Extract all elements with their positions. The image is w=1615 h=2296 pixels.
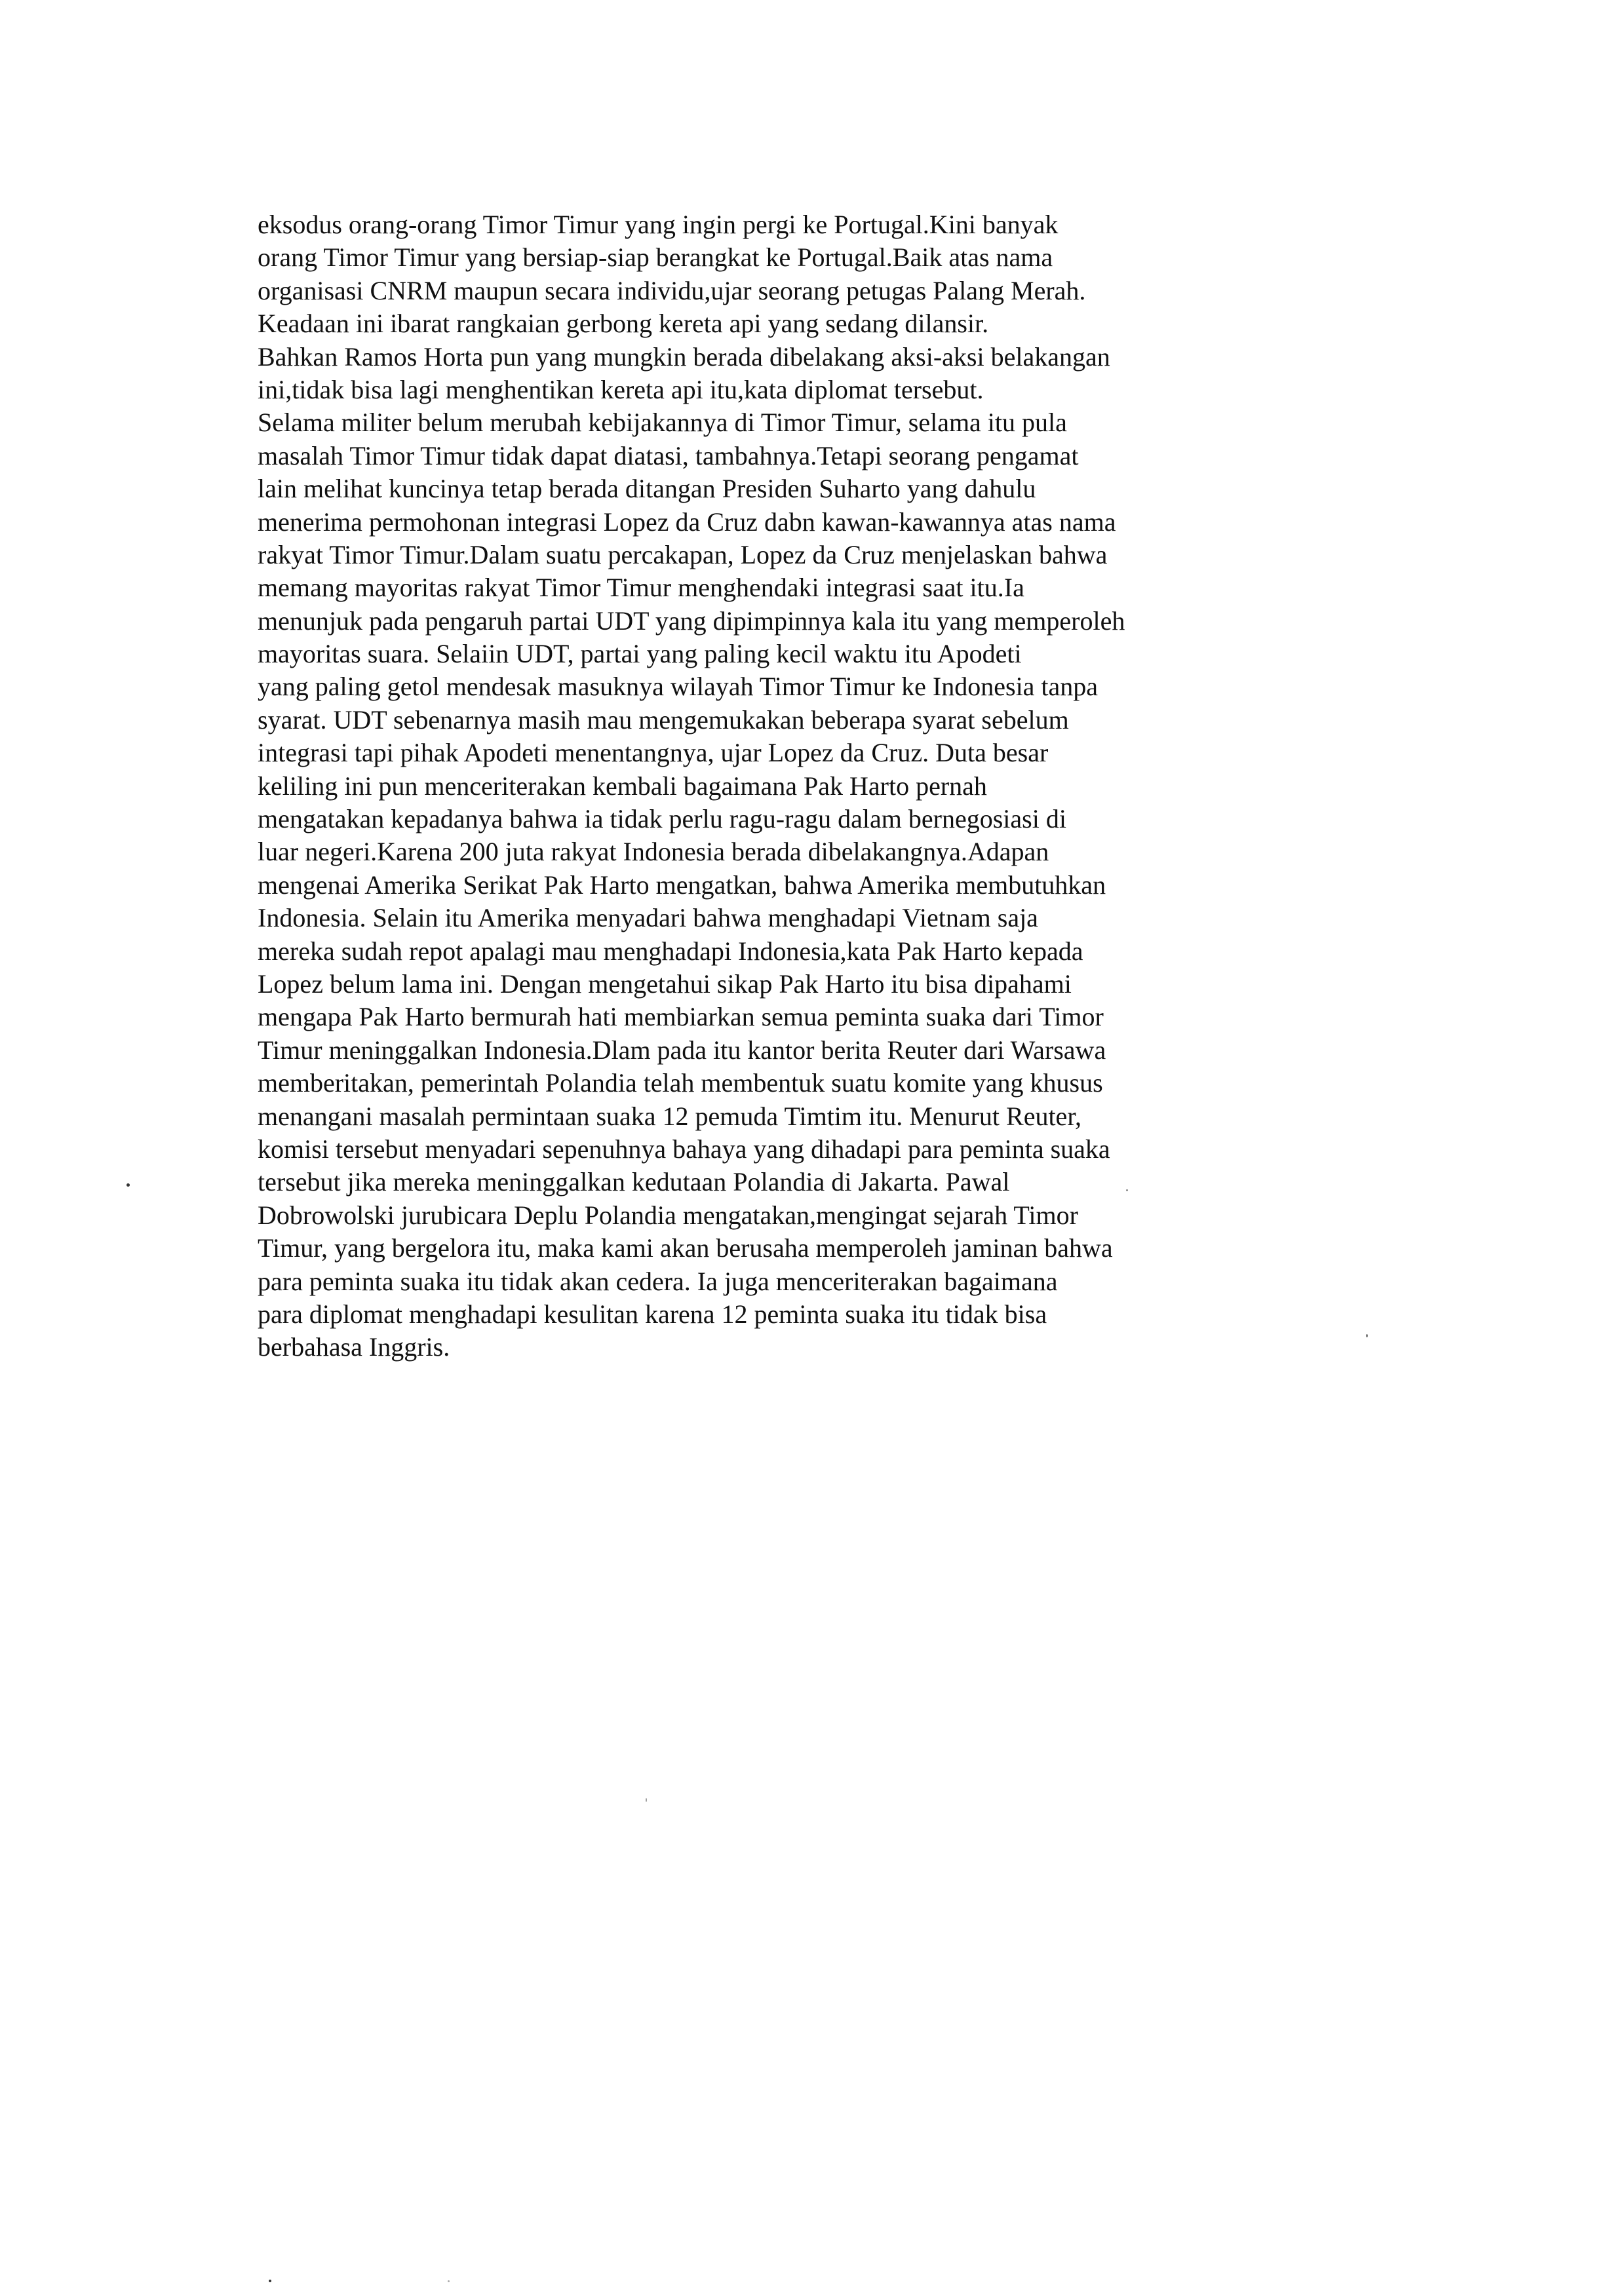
text-line: Keadaan ini ibarat rangkaian gerbong kereta api yang sedang dilansir. xyxy=(258,309,989,339)
text-line: keliling ini pun menceriterakan kembali bagaimana Pak Harto pernah xyxy=(258,771,987,801)
text-line: mengenai Amerika Serikat Pak Harto mengatkan, bahwa Amerika membutuhkan xyxy=(258,870,1106,900)
text-line: eksodus orang-orang Timor Timur yang ingin pergi ke Portugal.Kini banyak xyxy=(258,210,1059,239)
text-line: orang Timor Timur yang bersiap-siap berangkat ke Portugal.Baik atas nama xyxy=(258,242,1053,273)
text-line: Timur meninggalkan Indonesia.Dlam pada itu kantor berita Reuter dari Warsawa xyxy=(258,1035,1106,1065)
text-line: yang paling getol mendesak masuknya wilayah Timor Timur ke Indonesia tanpa xyxy=(258,672,1099,702)
text-line: Dobrowolski jurubicara Deplu Polandia mengatakan,mengingat sejarah Timor xyxy=(258,1200,1078,1230)
text-line: Bahkan Ramos Horta pun yang mungkin berada dibelakang aksi-aksi belakangan xyxy=(258,341,1110,372)
text-line: memang mayoritas rakyat Timor Timur menghendaki integrasi saat itu.Ia xyxy=(258,573,1024,603)
text-line: menerima permohonan integrasi Lopez da Cruz dabn kawan-kawannya atas nama xyxy=(258,507,1116,537)
text-line: Indonesia. Selain itu Amerika menyadari bahwa menghadapi Vietnam saja xyxy=(258,903,1038,933)
text-line: ini,tidak bisa lagi menghentikan kereta api itu,kata diplomat tersebut. xyxy=(258,374,984,404)
text-line: syarat. UDT sebenarnya masih mau mengemukakan beberapa syarat sebelum xyxy=(258,704,1069,735)
text-line: luar negeri.Karena 200 juta rakyat Indonesia berada dibelakangnya.Adapan xyxy=(258,837,1049,867)
text-line: berbahasa Inggris. xyxy=(258,1332,450,1362)
body-text xyxy=(258,208,1477,1364)
text-line: mayoritas suara. Selaiin UDT, partai yang paling kecil waktu itu Apodeti xyxy=(258,639,1022,669)
text-line: organisasi CNRM maupun secara individu,ujar seorang petugas Palang Merah. xyxy=(258,275,1086,305)
text-line: memberitakan, pemerintah Polandia telah membentuk suatu komite yang khusus xyxy=(258,1068,1103,1098)
text-line: menunjuk pada pengaruh partai UDT yang dipimpinnya kala itu yang memperoleh xyxy=(258,605,1125,636)
text-line: mengapa Pak Harto bermurah hati membiarkan semua peminta suaka dari Timor xyxy=(258,1002,1104,1032)
text-line: Selama militer belum merubah kebijakannya di Timor Timur, selama itu pula xyxy=(258,408,1067,438)
text-line: Timur, yang bergelora itu, maka kami akan berusaha memperoleh jaminan bahwa xyxy=(258,1233,1113,1263)
text-line: menangani masalah permintaan suaka 12 pemuda Timtim itu. Menurut Reuter, xyxy=(258,1101,1082,1131)
scan-speck xyxy=(646,1798,647,1802)
text-line: mengatakan kepadanya bahwa ia tidak perlu ragu-ragu dalam bernegosiasi di xyxy=(258,804,1066,834)
scan-speck xyxy=(1366,1334,1368,1337)
text-line: lain melihat kuncinya tetap berada ditangan Presiden Suharto yang dahulu xyxy=(258,474,1036,504)
text-line: masalah Timor Timur tidak dapat diatasi, tambahnya.Tetapi seorang pengamat xyxy=(258,440,1079,470)
text-line: para peminta suaka itu tidak akan cedera. Ia juga menceriterakan bagaimana xyxy=(258,1266,1058,1296)
text-line: para diplomat menghadapi kesulitan karena 12 peminta suaka itu tidak bisa xyxy=(258,1299,1047,1329)
text-line: mereka sudah repot apalagi mau menghadapi Indonesia,kata Pak Harto kepada xyxy=(258,936,1083,966)
scan-speck xyxy=(448,2280,450,2282)
scan-speck xyxy=(126,1183,130,1187)
scan-speck xyxy=(269,2280,271,2282)
text-line: tersebut jika mereka meninggalkan kedutaan Polandia di Jakarta. Pawal xyxy=(258,1167,1010,1197)
text-line: integrasi tapi pihak Apodeti menentangnya, ujar Lopez da Cruz. Duta besar xyxy=(258,738,1049,768)
scan-speck xyxy=(1126,1189,1128,1191)
text-line: rakyat Timor Timur.Dalam suatu percakapan, Lopez da Cruz menjelaskan bahwa xyxy=(258,539,1108,569)
text-line: komisi tersebut menyadari sepenuhnya bahaya yang dihadapi para peminta suaka xyxy=(258,1134,1110,1164)
text-line: Lopez belum lama ini. Dengan mengetahui sikap Pak Harto itu bisa dipahami xyxy=(258,968,1072,999)
